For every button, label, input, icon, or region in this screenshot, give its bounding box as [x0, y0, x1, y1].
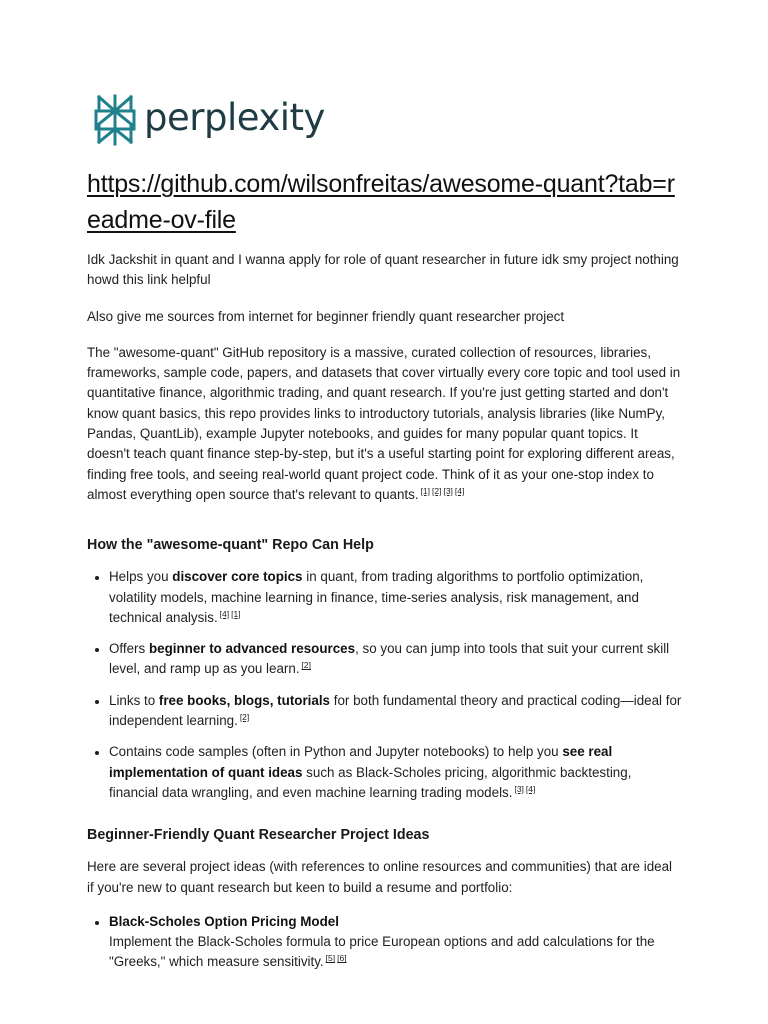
perplexity-logo	[94, 93, 325, 147]
section-heading: Beginner-Friendly Quant Researcher Project Ideas	[87, 827, 430, 844]
citation-link[interactable]: [2]	[432, 485, 442, 496]
item-text: Contains code samples (often in Python and Jupyter notebooks) to help you	[109, 744, 563, 760]
answer-content	[87, 250, 682, 984]
item-text: for both fundamental theory and practical coding—ideal for independent learning.	[109, 692, 682, 729]
question-line-1: Idk Jackshit in quant and I wanna apply for role of quant researcher in future idk smy project nothing howd this link helpful	[87, 252, 679, 288]
citation-link[interactable]: [2]	[239, 712, 250, 723]
item-text: Helps you	[109, 569, 173, 585]
section-intro: Here are several project ideas (with references to online resources and communities) that are ideal if you're new to quant research but keen to build a resume and portfolio:	[87, 859, 673, 895]
help-list	[87, 567, 682, 803]
list-item	[109, 567, 682, 628]
intro-text: The "awesome-quant" GitHub repository is a massive, curated collection of resources, libraries, frameworks, sample code, papers, and datasets that cover virtually every core topic and tool used in quantitative finance, algorithmic trading, and quant research. If you're just getting started and don't know quant basics, this repo provides links to introductory tutorials, analysis libraries (like NumPy, Pandas, QuantLib), example Jupyter notebooks, and guides for many popular quant topics. It doesn't teach quant finance step-by-step, but it's a useful starting point for exploring different areas, finding free tools, and seeing real-world quant project code. Think of it as your one-stop index to almost everything open source that's relevant to quants.	[87, 344, 681, 502]
citation-link[interactable]: [1]	[420, 485, 431, 496]
perplexity-logo-icon	[94, 94, 136, 146]
intro-paragraph	[87, 343, 682, 505]
citation-link[interactable]: [3]	[514, 783, 524, 794]
citation-link[interactable]: [4]	[525, 783, 536, 794]
citation-link[interactable]: [6]	[337, 953, 347, 964]
citation-link[interactable]: [2]	[301, 660, 312, 671]
item-bold: beginner to advanced resources	[148, 641, 356, 657]
citation-link[interactable]: [4]	[454, 485, 465, 496]
item-bold: see real implementation of quant ideas	[109, 744, 613, 780]
list-item	[109, 912, 682, 973]
citation-link[interactable]: [1]	[231, 608, 241, 619]
item-text: Offers	[109, 641, 149, 657]
logo-wordmark: perplexity	[144, 95, 325, 139]
project-title: Black-Scholes Option Pricing Model	[109, 913, 339, 929]
section-heading: How the "awesome-quant" Repo Can Help	[87, 537, 374, 554]
list-item	[109, 742, 682, 803]
project-list	[87, 912, 682, 973]
citation-link[interactable]: [4]	[219, 608, 230, 619]
item-text: , so you can jump into tools that suit your current skill level, and ramp up as you learn.	[109, 641, 670, 677]
citation-link[interactable]: [5]	[325, 953, 336, 964]
item-text: such as Black-Scholes pricing, algorithmic backtesting, financial data wrangling, and even machine learning trading models.	[109, 764, 632, 800]
citation-link[interactable]: [3]	[443, 485, 453, 496]
list-item	[109, 639, 682, 680]
item-text: Links to	[109, 692, 159, 708]
item-bold: discover core topics	[172, 569, 303, 585]
question-line-2: Also give me sources from internet for beginner friendly quant researcher project	[87, 308, 565, 324]
item-text: in quant, from trading algorithms to portfolio optimization, volatility models, machine learning in finance, time-series analysis, risk management, and technical analysis.	[109, 569, 644, 625]
project-desc: Implement the Black-Scholes formula to price European options and add calculations for the "Greeks," which measure sensitivity.	[109, 934, 655, 970]
list-item	[109, 691, 682, 732]
item-bold: free books, blogs, tutorials	[158, 692, 331, 708]
page-title[interactable]: https://github.com/wilsonfreitas/awesome-quant?tab=readme-ov-file	[87, 170, 675, 234]
